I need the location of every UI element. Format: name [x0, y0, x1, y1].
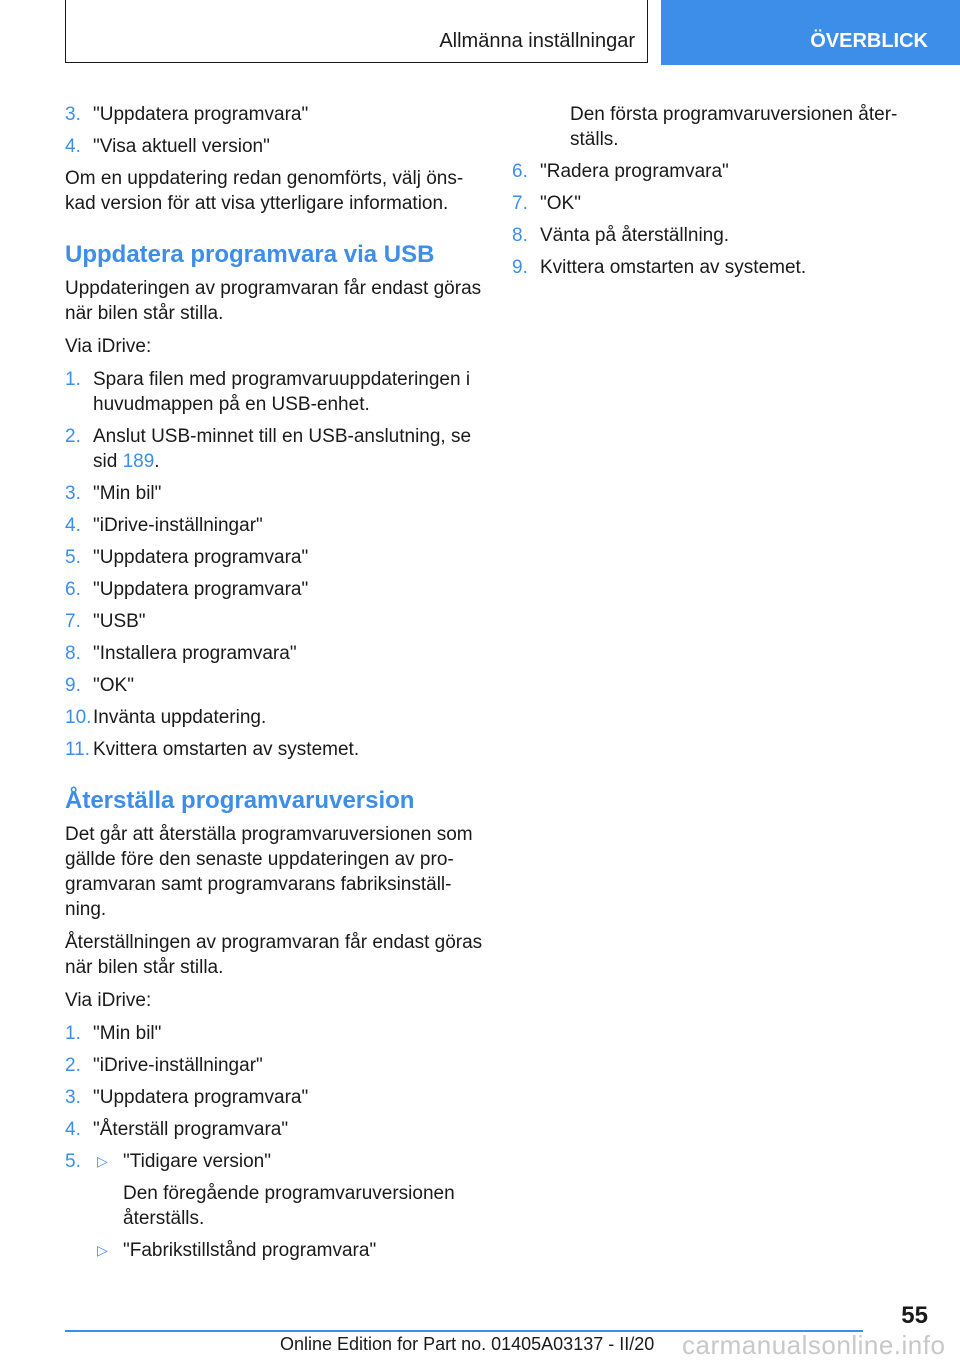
usb-via-idrive: Via iDrive:: [65, 336, 152, 357]
sub-item-label: "Fabrikstillstånd programvara": [123, 1240, 377, 1261]
left-column: [65, 102, 483, 1277]
step-text: "Min bil": [93, 1023, 162, 1044]
list-item: [512, 223, 912, 248]
step-number: 5.: [65, 547, 81, 568]
step-text: "Uppdatera programvara": [93, 547, 309, 568]
usb-paragraph: Uppdateringen av programvaran får endast göras när bilen står stilla.: [65, 278, 482, 324]
step-number: 2.: [65, 1055, 81, 1076]
step-number: 2.: [65, 426, 81, 447]
step-number: 1.: [65, 1023, 81, 1044]
step-text: "Uppdatera programvara": [93, 1087, 309, 1108]
step-number: 7.: [65, 611, 81, 632]
step-number: 11.: [65, 739, 91, 760]
step-number: 9.: [512, 257, 528, 278]
restore-via-idrive: Via iDrive:: [65, 990, 152, 1011]
list-item: [65, 481, 483, 506]
sub-item: [93, 1238, 483, 1263]
continued-description: Den första programvaruversionen återställs.: [570, 104, 898, 150]
list-item: [65, 134, 483, 159]
step-number: 10.: [65, 707, 92, 728]
list-item: [512, 191, 912, 216]
step-number: 3.: [65, 104, 81, 125]
overview-tab[interactable]: [661, 0, 960, 65]
step-number: 7.: [512, 193, 528, 214]
watermark: carmanualsonline.info: [682, 1330, 946, 1360]
list-item: [65, 367, 483, 417]
list-item: [512, 159, 912, 184]
list-item: [65, 513, 483, 538]
list-item: [65, 577, 483, 602]
step-text: "iDrive-inställningar": [93, 515, 263, 536]
step-text: "OK": [540, 193, 581, 214]
step-text-part: Anslut USB-minnet till en USB-anslutning, se sid: [93, 426, 472, 472]
sub-item-description: Den föregående programvaruversionen återställs.: [123, 1183, 455, 1229]
right-column: [512, 102, 912, 287]
list-item: [65, 1053, 483, 1078]
step-text: Invänta uppdatering.: [93, 707, 267, 728]
list-item: [65, 673, 483, 698]
usb-heading: Uppdatera programvara via USB: [65, 241, 435, 268]
step-text: "Uppdatera programvara": [93, 579, 309, 600]
list-item: [65, 545, 483, 570]
list-item: [65, 1149, 483, 1270]
step-number: 5.: [65, 1151, 81, 1172]
step-subitems: [93, 1149, 483, 1270]
step-number: 6.: [65, 579, 81, 600]
step-text: Kvittera omstarten av systemet.: [93, 739, 360, 760]
step-number: 4.: [65, 515, 81, 536]
list-item: [65, 1085, 483, 1110]
list-item: [65, 1021, 483, 1046]
step-number: 4.: [65, 1119, 81, 1140]
step-text: Kvittera omstarten av systemet.: [540, 257, 807, 278]
restore-paragraph: Återställningen av programvaran får endast göras när bilen står stilla.: [65, 932, 483, 978]
step-text: "Installera programvara": [93, 643, 297, 664]
step-text: [93, 424, 483, 474]
sub-item: [93, 1149, 483, 1174]
step-number: 8.: [512, 225, 528, 246]
triangle-bullet-icon: ▷: [97, 1153, 108, 1169]
sub-item-label: "Tidigare version": [123, 1151, 271, 1172]
list-item: [65, 609, 483, 634]
edition-text: Online Edition for Part no. 01405A03137 - II/20: [280, 1334, 655, 1354]
step-number: 4.: [65, 136, 81, 157]
list-item: [65, 102, 483, 127]
list-item: [65, 705, 483, 730]
step-text: "OK": [93, 675, 134, 696]
list-item: [65, 641, 483, 666]
header-section-box: [65, 0, 648, 63]
page-number: 55: [901, 1302, 928, 1329]
list-item: [512, 255, 912, 280]
step-number: 6.: [512, 161, 528, 182]
step-number: 1.: [65, 369, 81, 390]
step-number: 3.: [65, 1087, 81, 1108]
page-link[interactable]: 189: [122, 451, 155, 472]
step-number: 3.: [65, 483, 81, 504]
intro-paragraph: Om en uppdatering redan genomförts, välj önskad version för att visa ytterligare information.: [65, 168, 464, 214]
step-number: 8.: [65, 643, 81, 664]
step-text: Spara filen med programvaruuppdateringen i huvudmappen på en USB-enhet.: [93, 369, 471, 415]
restore-paragraph: Det går att återställa programvaruversionen som gällde före den senaste uppdateringen av programvaran samt programvarans fabriksinställning.: [65, 824, 473, 920]
step-number: 9.: [65, 675, 81, 696]
overview-tab-label: ÖVERBLICK: [810, 30, 928, 52]
step-text: "USB": [93, 611, 146, 632]
step-text: "Min bil": [93, 483, 162, 504]
step-text: "Återställ programvara": [93, 1119, 289, 1140]
step-text: "Radera programvara": [540, 161, 729, 182]
step-text: "iDrive-inställningar": [93, 1055, 263, 1076]
step-text: "Visa aktuell version": [93, 136, 270, 157]
restore-heading: Återställa programvaruversion: [65, 787, 415, 814]
step-text: "Uppdatera programvara": [93, 104, 309, 125]
step-text: Vänta på återställning.: [540, 225, 730, 246]
step-text-part: .: [154, 451, 160, 472]
list-item: [65, 424, 483, 474]
triangle-bullet-icon: ▷: [97, 1242, 108, 1258]
list-item: [65, 1117, 483, 1142]
list-item: [65, 737, 483, 762]
section-title: Allmänna inställningar: [439, 30, 635, 52]
